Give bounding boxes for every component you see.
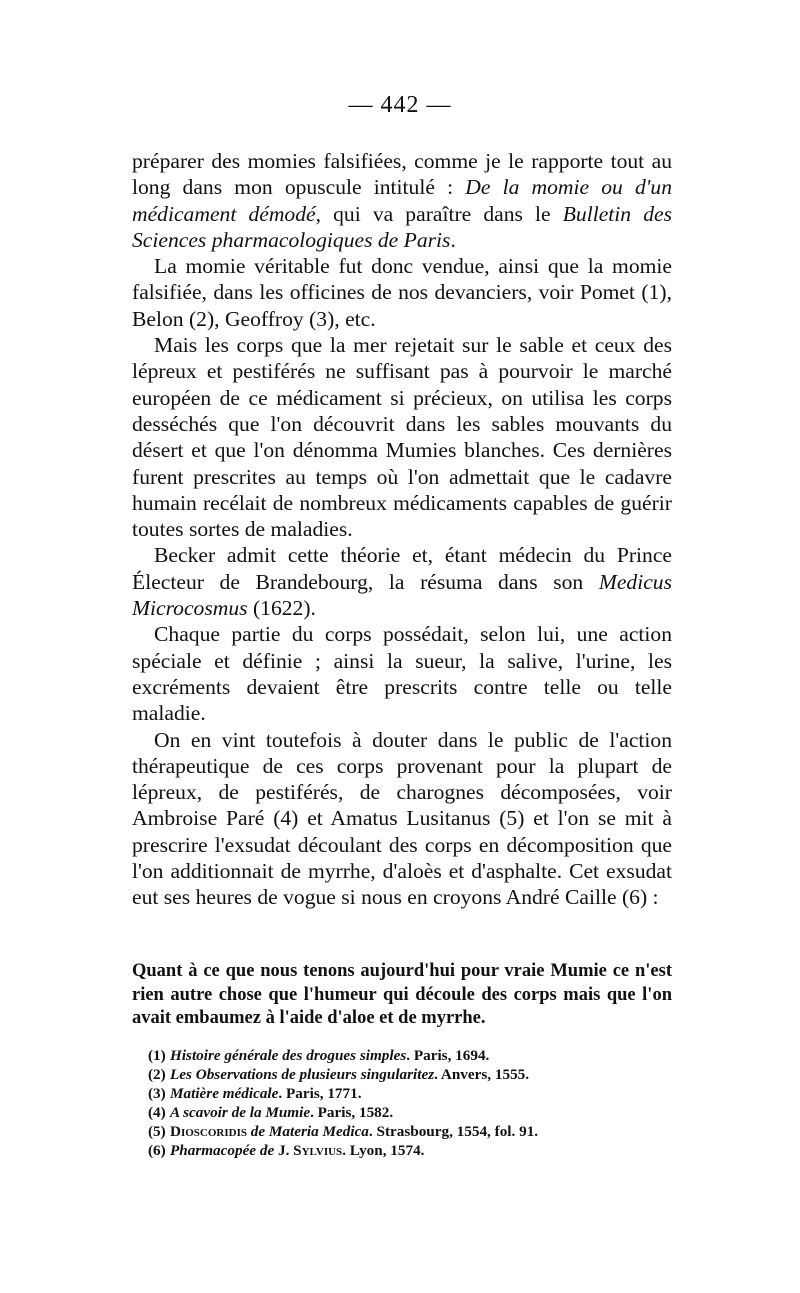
footnote-text: . Lyon, 1574.: [342, 1142, 425, 1159]
page-number: — 442 —: [348, 92, 452, 118]
footnote-title: Les Observations de plusieurs singularitez: [170, 1066, 435, 1083]
footnote-text: . Anvers, 1555.: [434, 1066, 530, 1083]
footnote-number: (2): [148, 1066, 166, 1083]
paragraph: [132, 621, 672, 726]
footnote-title: Histoire générale des drogues simples: [170, 1047, 407, 1064]
book-title: De la momie ou d'un médicament démodé: [132, 175, 672, 226]
footnote: [148, 1122, 668, 1141]
footnote: [148, 1046, 668, 1065]
footnote: [148, 1103, 668, 1122]
quote-text: Quant à ce que nous tenons aujourd'hui pour vraie Mumie ce n'est rien autre chose que l'humeur qui découle des corps mais que l'on avait embaumez à l'aide d'aloe et de myrrhe.: [132, 961, 672, 1029]
footnote-title: de Materia Medica: [250, 1123, 369, 1140]
footnote-title: Matière médicale: [170, 1085, 279, 1102]
footnote-number: (3): [148, 1085, 166, 1102]
footnote-title: A scavoir de la Mumie: [170, 1104, 311, 1121]
book-title: Medicus Microcosmus: [132, 569, 672, 621]
footnote-number: (4): [148, 1104, 166, 1121]
footnote-title: Pharmacopée: [170, 1142, 257, 1159]
footnote: [148, 1065, 668, 1084]
text-run: préparer des momies falsifiées, comme je le rapporte tout au long dans mon opuscule intitulé :: [132, 149, 672, 200]
footnotes: [148, 1046, 668, 1160]
text-run: Chaque partie du corps possédait, selon lui, une action spéciale et définie ; ainsi la sueur, la salive, l'urine, les excréments devaient être prescrits contre telle ou telle maladie.: [132, 622, 672, 726]
footnote-text: . Strasbourg, 1554, fol. 91.: [368, 1123, 539, 1140]
footnote: [148, 1084, 668, 1103]
footnote-number: (6): [148, 1142, 166, 1159]
paragraph: [132, 253, 672, 332]
text-run: On en vint toutefois à douter dans le public de l'action thérapeutique de ces corps provenant pour la plupart de lépreux, de pestiférés, de charognes décomposées, voir Ambroise Paré (4) et Amatus Lusitanus (5) et l'on se mit à prescrire l'exsudat découlant des corps en décomposition que l'on additionnait de myrrhe, d'aloès et d'asphalte. Cet exsudat eut ses heures de vogue si nous en croyons André Caille (6) :: [132, 727, 672, 910]
text-run: (1622).: [247, 596, 316, 621]
footnote-text: . Paris, 1694.: [406, 1047, 490, 1064]
text-run: Mais les corps que la mer rejetait sur le sable et ceux des lépreux et pestiférés ne suffisant pas à pourvoir le marché européen de ce médicament si précieux, on utilisa les corps desséchés que l'on découvrit dans les sables mouvants du désert et que l'on dénomma Mumies blanches. Ces dernières furent prescrites au temps où l'on admettait que le cadavre humain recélait de nombreux médicaments capables de guérir toutes sortes de maladies.: [132, 333, 672, 542]
text-run: , qui va paraître dans le: [315, 201, 563, 226]
text-run: Becker admit cette théorie et, étant médecin du Prince Électeur de Brandebourg, la résuma dans son: [132, 543, 672, 594]
footnote-number: (5): [148, 1123, 166, 1140]
footnote: [148, 1141, 668, 1160]
paragraph: [132, 542, 672, 621]
paragraph: [132, 148, 672, 253]
footnote-text: . Paris, 1771.: [278, 1085, 362, 1102]
quotation: [132, 960, 672, 1031]
footnote-number: (1): [148, 1047, 166, 1064]
text-run: .: [450, 227, 456, 252]
footnote-text: J.: [274, 1142, 294, 1159]
body-text: [132, 148, 672, 911]
footnote-author: Sylvius: [293, 1142, 343, 1159]
footnote-author: Dioscoridis: [170, 1123, 247, 1140]
footnote-text: . Paris, 1582.: [310, 1104, 394, 1121]
text-run: La momie véritable fut donc vendue, ainsi que la momie falsifiée, dans les officines de nos devanciers, voir Pomet (1), Belon (2), Geoffroy (3), etc.: [132, 254, 672, 331]
paragraph: [132, 727, 672, 911]
footnote-title: de: [259, 1142, 275, 1159]
journal-title: Bulletin des Sciences pharmacologiques de Paris: [132, 201, 672, 252]
paragraph: [132, 332, 672, 542]
